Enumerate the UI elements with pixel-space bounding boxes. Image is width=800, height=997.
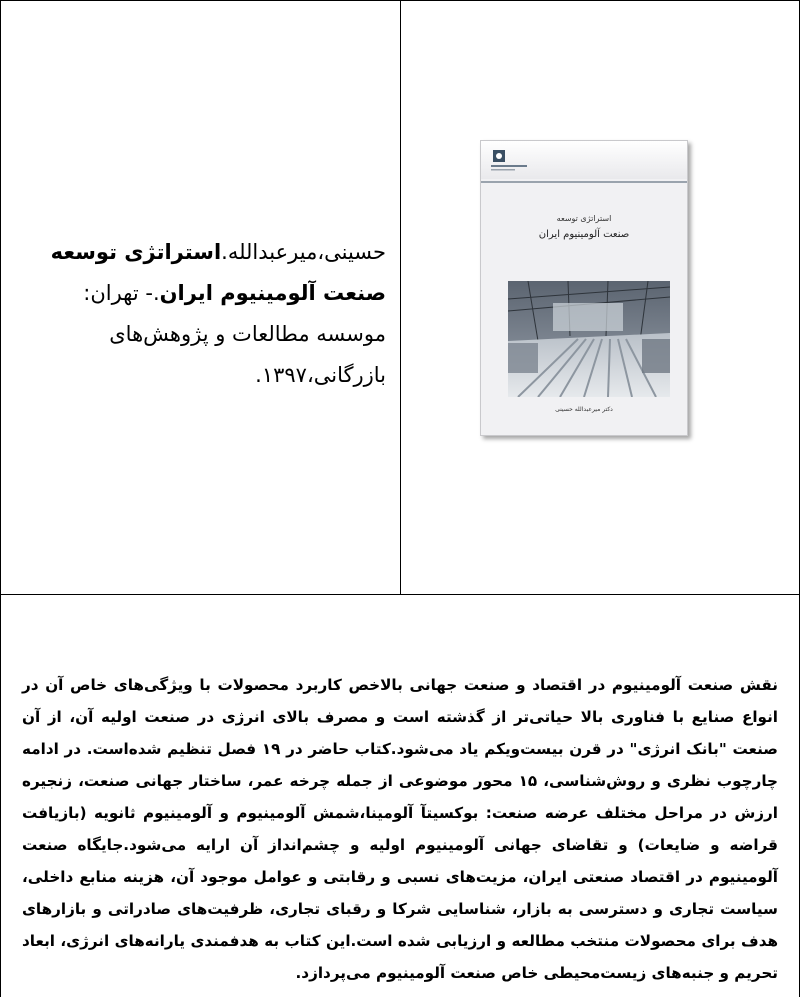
publisher-logo-icon (489, 147, 529, 173)
table-border-left (0, 0, 1, 997)
cover-title-text: صنعت آلومینیوم ایران (538, 229, 630, 240)
cover-factory-photo (508, 281, 670, 397)
cover-stripe (481, 181, 687, 183)
table-column-divider (400, 0, 401, 595)
bibliographic-citation (16, 232, 386, 396)
cover-logo-bar (481, 141, 687, 179)
citation-author: حسینی،میرعبدالله. (221, 240, 386, 264)
citation-title: استراتژی توسعه صنعت آلومینیوم ایران (50, 240, 386, 305)
cover-author-text: دکتر میرعبدالله حسینی (555, 406, 613, 413)
book-abstract: نقش صنعت آلومینیوم در اقتصاد و صنعت جهانی بالاخص کاربرد محصولات با ویژگی‌های خاص آن در انواع صنایع با فناوری بالا حیاتی‌تر از گذشته است و مصرف بالای انرژی در صنعت اولیه آن، از آن صنعت "بانک انرژی" در قرن بیست‌ویکم یاد می‌شود.کتاب حاضر در ۱۹ فصل تنظیم شده‌است. در ادامه چارچوب نظری و روش‌شناسی، ۱۵ محور موضوعی از جمله چرخه عمر، ساختار جهانی صنعت، زنجیره ارزش در مراحل مختلف عرضه صنعت: بوکسیتآ آلومینا،شمش آلومینیوم و آلومینیوم ثانویه (بازیافت قراضه و ضایعات) و تقاضای جهانی آلومینیوم اولیه و چشم‌انداز آن ارایه می‌شود.جایگاه صنعت آلومینیوم در اقتصاد صنعتی ایران، مزیت‌های نسبی و رقابتی و عوامل موجود آن، هزینه منابع داخلی، سیاست تجاری و دسترسی به بازار، شناسایی شرکا و رقبای تجاری، ظرفیت‌های صادراتی و بازارهای هدف برای محصولات منتخب مطالعه و ارزیابی شده است.این کتاب به هدفمندی یارانه‌های انرژی، ابعاد تحریم و جنبه‌های زیست‌محیطی خاص صنعت آلومینیوم می‌پردازد. (22, 676, 779, 982)
citation-publication: .- تهران: موسسه مطالعات و پژوهش‌های بازرگانی،۱۳۹۷. (83, 281, 386, 387)
factory-illustration (508, 281, 670, 397)
book-cover-image (480, 140, 688, 436)
cover-series-text: استراتژی توسعه (556, 214, 612, 223)
